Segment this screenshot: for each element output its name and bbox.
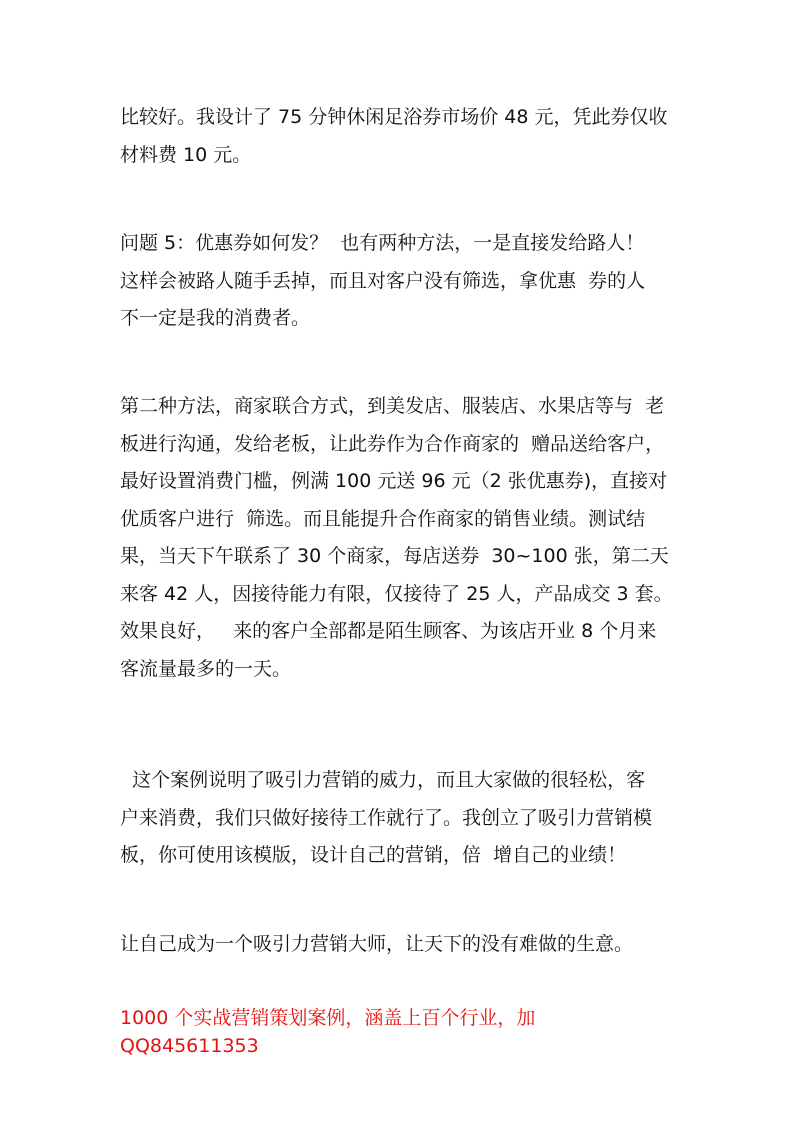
text-line: 材料费 10 元。 [120, 143, 252, 166]
text-line: 户来消费，我们只做好接待工作就行了。我创立了吸引力营销模 [120, 806, 653, 829]
text-line: 效果良好， 来的客户全部都是陌生顾客、为该店开业 8 个月来 [120, 620, 657, 642]
text-line: 问题 5：优惠券如何发？ 也有两种方法，一是直接发给路人！ [120, 232, 645, 254]
text-line: 客流量最多的一天。 [120, 657, 292, 680]
text-line: 比较好。我设计了 75 分钟休闲足浴券市场价 48 元，凭此券仅收 [120, 106, 668, 128]
paragraph-second-method [120, 388, 690, 688]
text-line: 来客 42 人，因接待能力有限，仅接待了 25 人，产品成交 3 套。 [120, 582, 673, 605]
text-line: 这个案例说明了吸引力营销的威力，而且大家做的很轻松，客 [120, 769, 646, 791]
text-line: 这样会被路人随手丢掉，而且对客户没有筛选，拿优惠 券的人 [120, 269, 646, 292]
text-line: 板，你可使用该模版，设计自己的营销，倍 增自己的业绩！ [120, 844, 627, 866]
paragraph-foot-bath-coupon [120, 99, 690, 174]
promo-contact-line: QQ845611353 [120, 1035, 259, 1057]
paragraph-question-5 [120, 225, 690, 338]
promo-line: 1000 个实战营销策划案例，涵盖上百个行业，加 [120, 1007, 536, 1029]
text-line: 不一定是我的消费者。 [120, 307, 311, 329]
paragraph-case-summary [120, 762, 690, 875]
text-line: 第二种方法，商家联合方式，到美发店、服装店、水果店等与 老 [120, 395, 665, 417]
text-line: 最好设置消费门槛，例满 100 元送 96 元（2 张优惠券)，直接对 [120, 470, 668, 492]
paragraph-closing [120, 926, 690, 964]
text-line: 板进行沟通，发给老板，让此券作为合作商家的 赠品送给客户， [120, 432, 665, 455]
text-line: 果，当天下午联系了 30 个商家，每店送券 30~100 张，第二天 [120, 545, 669, 567]
promo-text [120, 1004, 690, 1060]
text-line: 优质客户进行 筛选。而且能提升合作商家的销售业绩。测试结 [120, 507, 646, 530]
text-line: 让自己成为一个吸引力营销大师，让天下的没有难做的生意。 [120, 933, 634, 955]
